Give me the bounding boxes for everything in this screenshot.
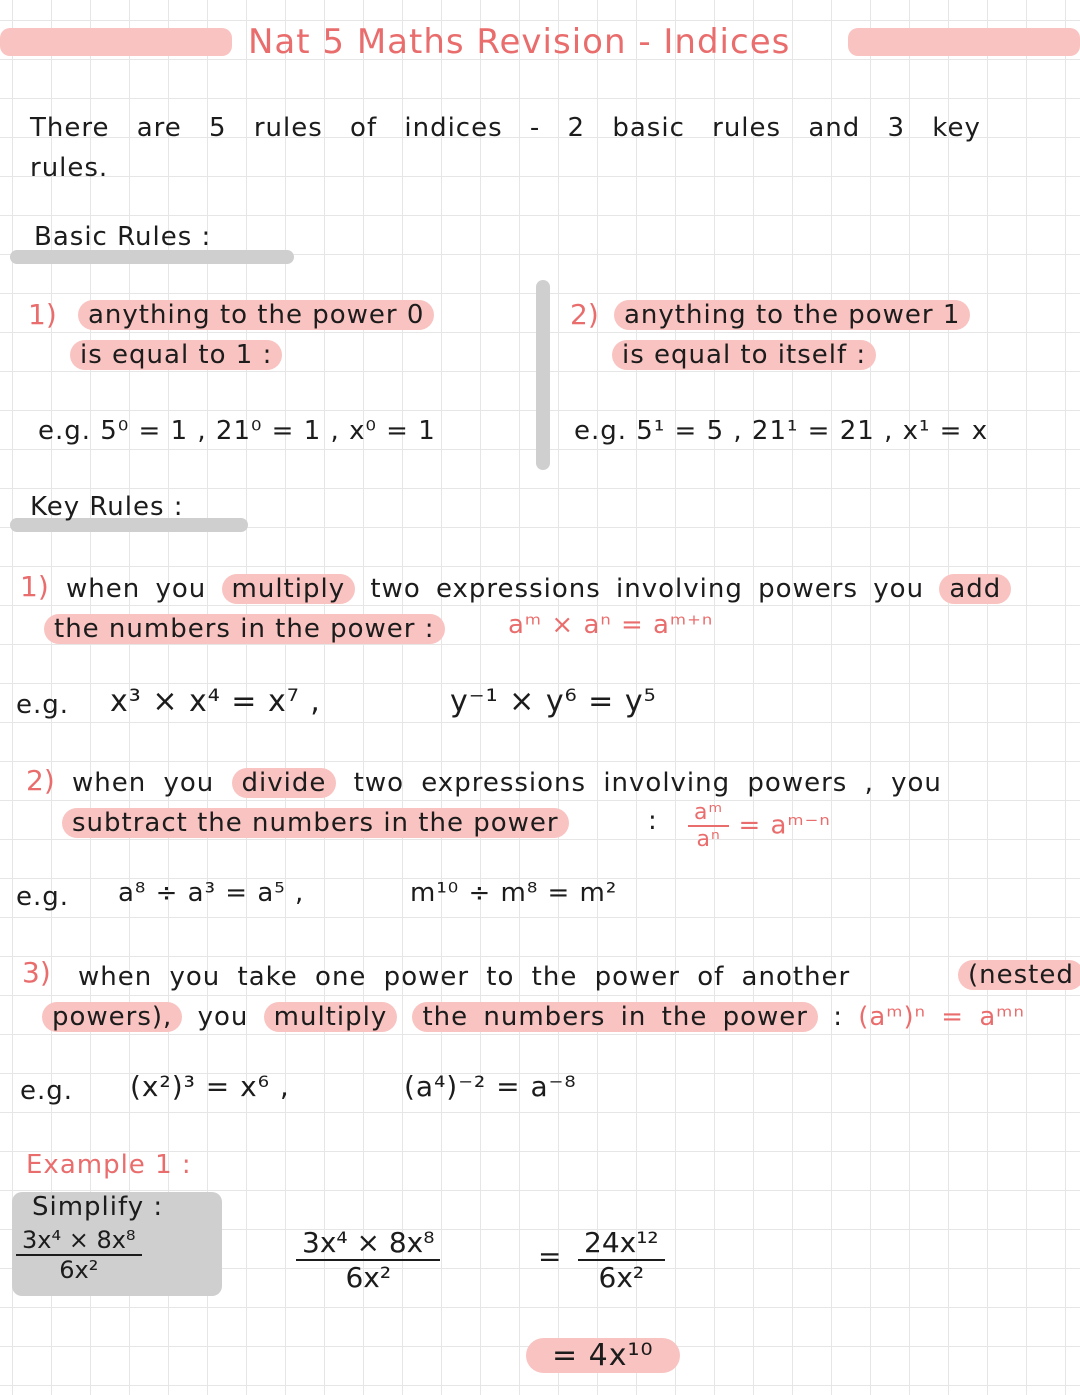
- basic-heading-underline: [10, 250, 294, 264]
- key-rule3-number: 3): [22, 956, 51, 989]
- basic-rule1-example: e.g. 5⁰ = 1 , 21⁰ = 1 , x⁰ = 1: [38, 416, 436, 446]
- key-rule3-line2: [42, 1002, 1025, 1032]
- key-rules-heading: Key Rules :: [30, 492, 184, 522]
- key-rule3-colon: :: [833, 1002, 843, 1032]
- intro-text: There are 5 rules of indices - 2 basic rules and 3 key rules.: [30, 113, 981, 183]
- key-rule1-multiply: multiply: [222, 574, 356, 604]
- key-rule3-you: you: [197, 1002, 249, 1032]
- example-step1-top: 3x⁴ × 8x⁸: [296, 1226, 440, 1261]
- example-step2-fraction: [578, 1226, 665, 1294]
- basic-rule1-line2: is equal to 1 :: [70, 340, 282, 370]
- example-question-fraction: [16, 1226, 142, 1284]
- example-question-box: [12, 1192, 222, 1296]
- example-heading: Example 1 :: [26, 1150, 192, 1180]
- key-rule2-formula: [688, 800, 831, 852]
- basic-rule2-line2: is equal to itself :: [612, 340, 876, 370]
- example-step1-fraction: [296, 1226, 440, 1294]
- basic-rules-divider: [536, 280, 550, 470]
- key-rule3-powers: powers),: [42, 1002, 182, 1032]
- page-title: Nat 5 Maths Revision - Indices: [248, 22, 791, 62]
- key-rule1-pre: when you: [66, 574, 207, 604]
- key-rule1-add: add: [939, 574, 1011, 604]
- basic-rule2-line1: anything to the power 1: [614, 300, 970, 330]
- key-rule2-line1: [72, 768, 942, 798]
- key-rule2-pre: when you: [72, 768, 215, 798]
- key-rule3-example2: (a⁴)⁻² = a⁻⁸: [404, 1070, 577, 1103]
- example-step1-bottom: 6x²: [345, 1261, 392, 1294]
- key-rule2-divide: divide: [232, 768, 337, 798]
- key-rule2-frac-bottom: aⁿ: [696, 827, 721, 852]
- key-rule2-fraction: [688, 800, 729, 852]
- key-rule1-number: 1): [20, 570, 49, 603]
- key-rule2-eg: e.g.: [16, 882, 70, 912]
- key-rule1-line1: [66, 574, 1011, 604]
- key-rule2-example2: m¹⁰ ÷ m⁸ = m²: [410, 878, 618, 908]
- key-rule2-number: 2): [26, 764, 55, 797]
- key-rule3-example1: (x²)³ = x⁶ ,: [130, 1070, 290, 1103]
- key-rule3-multiply: multiply: [264, 1002, 398, 1032]
- key-rule1-example2: y⁻¹ × y⁶ = y⁵: [450, 684, 657, 719]
- key-rule2-mid: two expressions involving powers , you: [353, 768, 942, 798]
- key-rule1-example1: x³ × x⁴ = x⁷ ,: [110, 684, 321, 719]
- example-answer: = 4x¹⁰: [526, 1338, 680, 1373]
- example-simplify-label: Simplify :: [32, 1192, 164, 1222]
- key-rule3-line1: when you take one power to the power of another: [78, 962, 851, 992]
- key-rule3-eg: e.g.: [20, 1076, 74, 1106]
- example-question-top: 3x⁴ × 8x⁸: [16, 1226, 142, 1256]
- title-highlight-left: [0, 28, 232, 56]
- key-rule2-example1: a⁸ ÷ a³ = a⁵ ,: [118, 878, 305, 908]
- key-rule1-formula: aᵐ × aⁿ = aᵐ⁺ⁿ: [508, 610, 714, 640]
- title-highlight-right: [848, 28, 1080, 56]
- key-rule2-formula-rhs: = aᵐ⁻ⁿ: [738, 810, 831, 841]
- basic-rule1-line1: anything to the power 0: [78, 300, 434, 330]
- key-rule3-rest: the numbers in the power: [412, 1002, 817, 1032]
- key-rule1-eg: e.g.: [16, 690, 70, 720]
- example-equals: =: [538, 1240, 563, 1273]
- basic-rule2-example: e.g. 5¹ = 5 , 21¹ = 21 , x¹ = x: [574, 416, 989, 446]
- key-rule1-line2: the numbers in the power :: [44, 614, 445, 644]
- key-rule2-line2: subtract the numbers in the power: [62, 808, 569, 838]
- key-rule2-colon: :: [648, 806, 658, 836]
- key-rule2-frac-top: aᵐ: [688, 800, 729, 827]
- example-step2-bottom: 6x²: [598, 1261, 645, 1294]
- example-question-bottom: 6x²: [59, 1256, 99, 1284]
- key-rule1-mid: two expressions involving powers you: [370, 574, 925, 604]
- example-step2-top: 24x¹²: [578, 1226, 665, 1261]
- basic-rule1-number: 1): [28, 298, 57, 331]
- basic-rules-heading: Basic Rules :: [34, 222, 212, 252]
- key-rule3-nested-tag: (nested: [958, 960, 1080, 990]
- key-rule3-formula: (aᵐ)ⁿ = aᵐⁿ: [858, 1002, 1025, 1032]
- basic-rule2-number: 2): [570, 298, 599, 331]
